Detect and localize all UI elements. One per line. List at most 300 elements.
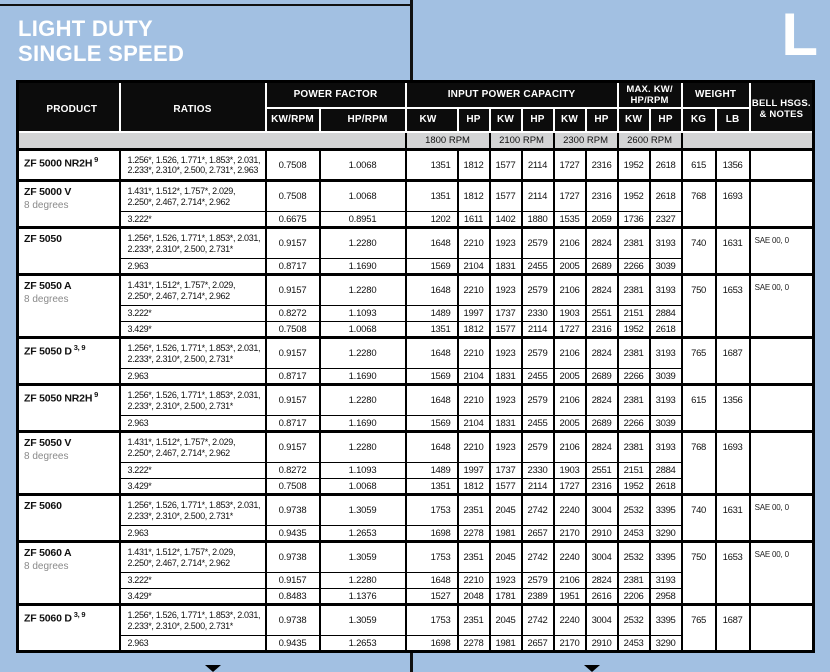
power-value-cell: 2151	[618, 463, 650, 479]
hp-per-rpm-cell: 1.2280	[320, 338, 406, 369]
power-value-cell: 2278	[458, 636, 490, 652]
product-name-cell	[18, 338, 120, 385]
power-value-cell: 2114	[522, 150, 554, 181]
power-value-cell: 1569	[406, 416, 458, 432]
power-value-cell: 2045	[490, 495, 522, 526]
power-value-cell: 3004	[586, 542, 618, 573]
power-value-cell: 1812	[458, 322, 490, 338]
power-value-cell: 2579	[522, 275, 554, 306]
kw-per-rpm-cell: 0.9435	[266, 636, 320, 652]
hp-per-rpm-cell: 1.1690	[320, 369, 406, 385]
power-value-cell: 3039	[650, 369, 682, 385]
rpm-label-1800: 1800 RPM	[406, 132, 490, 150]
power-value-cell: 1880	[522, 212, 554, 228]
power-value-cell: 1202	[406, 212, 458, 228]
power-value-cell: 2657	[522, 636, 554, 652]
hp-per-rpm-cell: 1.1093	[320, 306, 406, 322]
ratios-cell	[120, 259, 266, 275]
power-value-cell: 2579	[522, 432, 554, 463]
ratio-line: 3.429*	[127, 323, 152, 334]
power-value-cell: 2389	[522, 589, 554, 605]
power-value-cell: 1698	[406, 526, 458, 542]
power-value-cell: 3193	[650, 275, 682, 306]
notes-cell	[750, 605, 814, 652]
rpm-label-2600: 2600 RPM	[618, 132, 682, 150]
power-value-cell: 2616	[586, 589, 618, 605]
power-value-cell: 1923	[490, 228, 522, 259]
ratio-line: 1.431*, 1.512*, 1.757*, 2.029,	[127, 280, 236, 290]
ratio-line: 2.250*, 2.467, 2.714*, 2.962	[127, 447, 230, 458]
power-value-cell: 2532	[618, 605, 650, 636]
power-value-cell: 1351	[406, 479, 458, 495]
power-value-cell: 2045	[490, 542, 522, 573]
power-value-cell: 3004	[586, 495, 618, 526]
ratio-line: 2.250*, 2.467, 2.714*, 2.962	[127, 290, 230, 301]
weight-lb-cell: 1693	[716, 181, 750, 228]
table-row	[18, 495, 814, 526]
col-header-kg: KG	[682, 108, 716, 132]
header-row-groups	[18, 82, 814, 108]
weight-lb-cell: 1356	[716, 150, 750, 181]
power-value-cell: 2240	[554, 542, 586, 573]
power-value-cell: 2958	[650, 589, 682, 605]
kw-per-rpm-cell: 0.8717	[266, 416, 320, 432]
power-value-cell: 2351	[458, 495, 490, 526]
table-body	[18, 150, 814, 652]
power-value-cell: 2210	[458, 385, 490, 416]
power-value-cell: 1351	[406, 150, 458, 181]
kw-per-rpm-cell: 0.9157	[266, 385, 320, 416]
weight-lb-cell: 1631	[716, 495, 750, 542]
power-value-cell: 2824	[586, 275, 618, 306]
power-value-cell: 3395	[650, 495, 682, 526]
power-value-cell: 2532	[618, 542, 650, 573]
notes-cell: SAE 00, 0	[750, 275, 814, 338]
power-value-cell: 2114	[522, 322, 554, 338]
power-value-cell: 1903	[554, 463, 586, 479]
max-header-line2: HP/RPM	[630, 94, 669, 106]
product-name: ZF 5000 NR2H	[24, 157, 93, 170]
power-value-cell: 3395	[650, 605, 682, 636]
col-header-power-factor: POWER FACTOR	[266, 82, 406, 108]
power-value-cell: 1997	[458, 306, 490, 322]
power-value-cell: 1753	[406, 495, 458, 526]
power-value-cell: 1952	[618, 479, 650, 495]
product-footnote-ref: 3, 9	[71, 610, 86, 619]
power-value-cell: 1831	[490, 416, 522, 432]
ratio-line: 1.431*, 1.512*, 1.757*, 2.029,	[127, 186, 236, 196]
power-value-cell: 2742	[522, 605, 554, 636]
power-value-cell: 2266	[618, 416, 650, 432]
power-value-cell: 2327	[650, 212, 682, 228]
ratio-line: 1.256*, 1.526, 1.771*, 1.853*, 2.031,	[127, 343, 261, 353]
weight-kg-cell: 750	[682, 275, 716, 338]
power-value-cell: 2151	[618, 306, 650, 322]
hp-per-rpm-cell: 1.2280	[320, 275, 406, 306]
power-value-cell: 1402	[490, 212, 522, 228]
spec-table-container	[16, 80, 815, 653]
table-row	[18, 150, 814, 181]
power-value-cell: 2240	[554, 495, 586, 526]
power-value-cell: 2106	[554, 275, 586, 306]
ratio-line: 2.233*, 2.310*, 2.500, 2.731*	[127, 400, 233, 411]
power-value-cell: 1351	[406, 181, 458, 212]
power-value-cell: 2453	[618, 636, 650, 652]
power-value-cell: 2206	[618, 589, 650, 605]
power-value-cell: 2657	[522, 526, 554, 542]
ratio-line: 3.222*	[127, 213, 152, 224]
hp-per-rpm-cell: 1.1376	[320, 589, 406, 605]
ratio-line: 2.233*, 2.310*, 2.500, 2.731*, 2.963	[127, 165, 259, 175]
col-header-hp-1800: HP	[458, 108, 490, 132]
kw-per-rpm-cell: 0.9157	[266, 432, 320, 463]
table-header	[18, 82, 814, 150]
col-header-kw-max: KW	[618, 108, 650, 132]
power-value-cell: 1812	[458, 181, 490, 212]
product-name: ZF 5050 A	[24, 280, 72, 292]
power-value-cell: 2106	[554, 385, 586, 416]
product-footnote-ref: 3, 9	[71, 343, 86, 352]
hp-per-rpm-cell: 1.0068	[320, 181, 406, 212]
power-value-cell: 2618	[650, 479, 682, 495]
power-value-cell: 2005	[554, 416, 586, 432]
weight-kg-cell: 765	[682, 338, 716, 385]
kw-per-rpm-cell: 0.6675	[266, 212, 320, 228]
power-value-cell: 2210	[458, 338, 490, 369]
power-value-cell: 1577	[490, 479, 522, 495]
product-footnote-ref: 9	[92, 155, 99, 164]
kw-per-rpm-cell: 0.7508	[266, 322, 320, 338]
power-value-cell: 1727	[554, 322, 586, 338]
power-value-cell: 2106	[554, 432, 586, 463]
notes-cell	[750, 150, 814, 181]
power-value-cell: 3395	[650, 542, 682, 573]
kw-per-rpm-cell: 0.9157	[266, 275, 320, 306]
ratio-line: 2.963	[127, 417, 149, 428]
ratio-line: 2.233*, 2.310*, 2.500, 2.731*	[127, 353, 233, 364]
power-value-cell: 2106	[554, 338, 586, 369]
hp-per-rpm-cell: 1.2653	[320, 526, 406, 542]
weight-lb-cell: 1653	[716, 275, 750, 338]
power-value-cell: 1753	[406, 605, 458, 636]
page-title	[18, 16, 184, 66]
header-row-rpm	[18, 132, 814, 150]
power-value-cell: 1577	[490, 150, 522, 181]
power-value-cell: 2884	[650, 463, 682, 479]
power-value-cell: 2884	[650, 306, 682, 322]
power-value-cell: 2316	[586, 181, 618, 212]
weight-lb-cell: 1356	[716, 385, 750, 432]
power-value-cell: 2742	[522, 495, 554, 526]
power-value-cell: 2316	[586, 322, 618, 338]
col-header-input-power-capacity: INPUT POWER CAPACITY	[406, 82, 618, 108]
hp-per-rpm-cell: 1.2280	[320, 573, 406, 589]
power-value-cell: 2104	[458, 369, 490, 385]
ratio-line: 2.963	[127, 637, 149, 648]
power-value-cell: 2005	[554, 369, 586, 385]
table-row	[18, 432, 814, 463]
kw-per-rpm-cell: 0.9738	[266, 542, 320, 573]
weight-kg-cell: 765	[682, 605, 716, 652]
power-value-cell: 2266	[618, 369, 650, 385]
ratio-line: 1.256*, 1.526, 1.771*, 1.853*, 2.031,	[127, 610, 261, 620]
rpm-label-2300: 2300 RPM	[554, 132, 618, 150]
ratios-cell	[120, 432, 266, 463]
power-value-cell: 2170	[554, 526, 586, 542]
power-value-cell: 3290	[650, 636, 682, 652]
power-value-cell: 1577	[490, 181, 522, 212]
power-value-cell: 2579	[522, 338, 554, 369]
product-footnote-ref: 9	[92, 390, 99, 399]
col-header-ratios: RATIOS	[120, 82, 266, 132]
section-letter: L	[781, 1, 818, 68]
power-value-cell: 2551	[586, 463, 618, 479]
hp-per-rpm-cell: 1.1690	[320, 259, 406, 275]
power-value-cell: 2351	[458, 605, 490, 636]
product-name: ZF 5000 V	[24, 186, 72, 198]
table-row	[18, 275, 814, 306]
hp-per-rpm-cell: 1.3059	[320, 495, 406, 526]
power-value-cell: 3193	[650, 338, 682, 369]
power-value-cell: 1569	[406, 369, 458, 385]
table-row	[18, 228, 814, 259]
power-value-cell: 2579	[522, 228, 554, 259]
col-header-weight: WEIGHT	[682, 82, 750, 108]
product-name: ZF 5050	[24, 233, 62, 245]
notes-cell	[750, 338, 814, 385]
kw-per-rpm-cell: 0.8717	[266, 259, 320, 275]
power-value-cell: 3193	[650, 432, 682, 463]
hp-per-rpm-cell: 1.3059	[320, 542, 406, 573]
power-value-cell: 2210	[458, 228, 490, 259]
power-value-cell: 3193	[650, 228, 682, 259]
product-subtitle: 8 degrees	[24, 294, 69, 305]
power-value-cell: 2579	[522, 573, 554, 589]
rpm-label-2100: 2100 RPM	[490, 132, 554, 150]
power-value-cell: 2104	[458, 259, 490, 275]
power-value-cell: 1812	[458, 150, 490, 181]
col-header-hp-2300: HP	[586, 108, 618, 132]
weight-lb-cell: 1631	[716, 228, 750, 275]
product-name-cell	[18, 150, 120, 181]
product-name-cell	[18, 605, 120, 652]
col-header-kw-1800: KW	[406, 108, 458, 132]
ratios-cell	[120, 338, 266, 369]
ratios-cell	[120, 306, 266, 322]
weight-kg-cell: 750	[682, 542, 716, 605]
ratio-line: 2.963	[127, 370, 149, 381]
ratios-cell	[120, 463, 266, 479]
hp-per-rpm-cell: 1.0068	[320, 322, 406, 338]
weight-kg-cell: 740	[682, 228, 716, 275]
power-value-cell: 1923	[490, 338, 522, 369]
power-value-cell: 2910	[586, 636, 618, 652]
power-value-cell: 1736	[618, 212, 650, 228]
power-value-cell: 1831	[490, 369, 522, 385]
ratios-cell	[120, 605, 266, 636]
hp-per-rpm-cell: 1.3059	[320, 605, 406, 636]
power-value-cell: 1698	[406, 636, 458, 652]
power-value-cell: 1923	[490, 432, 522, 463]
col-header-kw-2100: KW	[490, 108, 522, 132]
power-value-cell: 1535	[554, 212, 586, 228]
ratio-line: 1.256*, 1.526, 1.771*, 1.853*, 2.031,	[127, 233, 261, 243]
kw-per-rpm-cell: 0.9157	[266, 573, 320, 589]
hp-per-rpm-cell: 1.2653	[320, 636, 406, 652]
power-value-cell: 2330	[522, 306, 554, 322]
weight-kg-cell: 615	[682, 150, 716, 181]
power-value-cell: 3004	[586, 605, 618, 636]
power-value-cell: 2381	[618, 228, 650, 259]
ratio-line: 1.431*, 1.512*, 1.757*, 2.029,	[127, 547, 236, 557]
spec-table	[16, 80, 815, 653]
rpm-band-right-blank	[682, 132, 814, 150]
product-name: ZF 5060 A	[24, 547, 72, 559]
kw-per-rpm-cell: 0.9738	[266, 495, 320, 526]
power-value-cell: 1952	[618, 322, 650, 338]
kw-per-rpm-cell: 0.8272	[266, 306, 320, 322]
power-value-cell: 2910	[586, 526, 618, 542]
table-row	[18, 385, 814, 416]
product-name-cell	[18, 385, 120, 432]
product-name: ZF 5050 NR2H	[24, 392, 93, 405]
power-value-cell: 2059	[586, 212, 618, 228]
ratios-cell	[120, 636, 266, 652]
ratios-cell	[120, 589, 266, 605]
power-value-cell: 2455	[522, 369, 554, 385]
ratios-cell	[120, 228, 266, 259]
product-subtitle: 8 degrees	[24, 561, 69, 572]
ratio-line: 1.431*, 1.512*, 1.757*, 2.029,	[127, 437, 236, 447]
power-value-cell: 2005	[554, 259, 586, 275]
power-value-cell: 2351	[458, 542, 490, 573]
power-value-cell: 1781	[490, 589, 522, 605]
product-name: ZF 5050 V	[24, 437, 72, 449]
product-name: ZF 5060	[24, 500, 62, 512]
ratio-line: 3.222*	[127, 575, 152, 586]
power-value-cell: 3039	[650, 259, 682, 275]
power-value-cell: 2330	[522, 463, 554, 479]
table-continues-arrow-left	[205, 665, 221, 672]
col-header-max-kw-hp-rpm	[618, 82, 682, 108]
notes-cell: SAE 00, 0	[750, 228, 814, 275]
table-row	[18, 605, 814, 636]
power-value-cell: 2824	[586, 385, 618, 416]
power-value-cell: 2824	[586, 432, 618, 463]
kw-per-rpm-cell: 0.7508	[266, 181, 320, 212]
power-value-cell: 1951	[554, 589, 586, 605]
power-value-cell: 2618	[650, 150, 682, 181]
power-value-cell: 1737	[490, 463, 522, 479]
ratio-line: 2.963	[127, 527, 149, 538]
power-value-cell: 1577	[490, 322, 522, 338]
weight-lb-cell: 1653	[716, 542, 750, 605]
product-name-cell	[18, 181, 120, 228]
power-value-cell: 1981	[490, 636, 522, 652]
power-value-cell: 1952	[618, 181, 650, 212]
power-value-cell: 1903	[554, 306, 586, 322]
product-name-cell	[18, 275, 120, 338]
kw-per-rpm-cell: 0.8483	[266, 589, 320, 605]
rpm-band-left-blank	[18, 132, 406, 150]
ratios-cell	[120, 369, 266, 385]
power-value-cell: 1351	[406, 322, 458, 338]
col-header-hp-rpm: HP/RPM	[320, 108, 406, 132]
power-value-cell: 2278	[458, 526, 490, 542]
power-value-cell: 2048	[458, 589, 490, 605]
table-row	[18, 181, 814, 212]
power-value-cell: 2689	[586, 259, 618, 275]
power-value-cell: 2689	[586, 416, 618, 432]
product-name-cell	[18, 432, 120, 495]
power-value-cell: 2551	[586, 306, 618, 322]
power-value-cell: 2316	[586, 150, 618, 181]
ratio-line: 2.233*, 2.310*, 2.500, 2.731*	[127, 620, 233, 631]
col-header-kw-2300: KW	[554, 108, 586, 132]
power-value-cell: 1727	[554, 150, 586, 181]
col-header-bell-hsgs-notes	[750, 82, 814, 132]
power-value-cell: 2045	[490, 605, 522, 636]
kw-per-rpm-cell: 0.7508	[266, 150, 320, 181]
power-value-cell: 1611	[458, 212, 490, 228]
power-value-cell: 3290	[650, 526, 682, 542]
ratio-line: 3.222*	[127, 308, 152, 319]
ratios-cell	[120, 322, 266, 338]
col-header-product: PRODUCT	[18, 82, 120, 132]
power-value-cell: 1753	[406, 542, 458, 573]
power-value-cell: 3193	[650, 573, 682, 589]
power-value-cell: 2689	[586, 369, 618, 385]
ratios-cell	[120, 573, 266, 589]
power-value-cell: 1923	[490, 573, 522, 589]
power-value-cell: 2170	[554, 636, 586, 652]
power-value-cell: 3039	[650, 416, 682, 432]
weight-lb-cell: 1687	[716, 605, 750, 652]
notes-cell	[750, 385, 814, 432]
power-value-cell: 2266	[618, 259, 650, 275]
power-value-cell: 2824	[586, 228, 618, 259]
power-value-cell: 1527	[406, 589, 458, 605]
power-value-cell: 1489	[406, 306, 458, 322]
ratio-line: 1.256*, 1.526, 1.771*, 1.853*, 2.031,	[127, 154, 261, 165]
power-value-cell: 2106	[554, 228, 586, 259]
power-value-cell: 2455	[522, 416, 554, 432]
hp-per-rpm-cell: 1.2280	[320, 385, 406, 416]
power-value-cell: 2824	[586, 338, 618, 369]
power-value-cell: 2742	[522, 542, 554, 573]
power-value-cell: 2210	[458, 432, 490, 463]
power-value-cell: 2210	[458, 275, 490, 306]
bell-header-line1: BELL HSGS.	[751, 97, 811, 109]
power-value-cell: 2106	[554, 573, 586, 589]
power-value-cell: 1648	[406, 385, 458, 416]
weight-kg-cell: 615	[682, 385, 716, 432]
hp-per-rpm-cell: 1.2280	[320, 228, 406, 259]
ratios-cell	[120, 495, 266, 526]
ratios-cell	[120, 542, 266, 573]
power-value-cell: 3193	[650, 385, 682, 416]
weight-kg-cell: 768	[682, 181, 716, 228]
ratio-line: 2.250*, 2.467, 2.714*, 2.962	[127, 196, 230, 207]
power-value-cell: 2824	[586, 573, 618, 589]
power-value-cell: 1648	[406, 275, 458, 306]
bell-header-line2: & NOTES	[759, 108, 804, 120]
table-continues-arrow-right	[584, 665, 600, 672]
power-value-cell: 2381	[618, 275, 650, 306]
power-value-cell: 1952	[618, 150, 650, 181]
hp-per-rpm-cell: 1.1690	[320, 416, 406, 432]
ratios-cell	[120, 275, 266, 306]
